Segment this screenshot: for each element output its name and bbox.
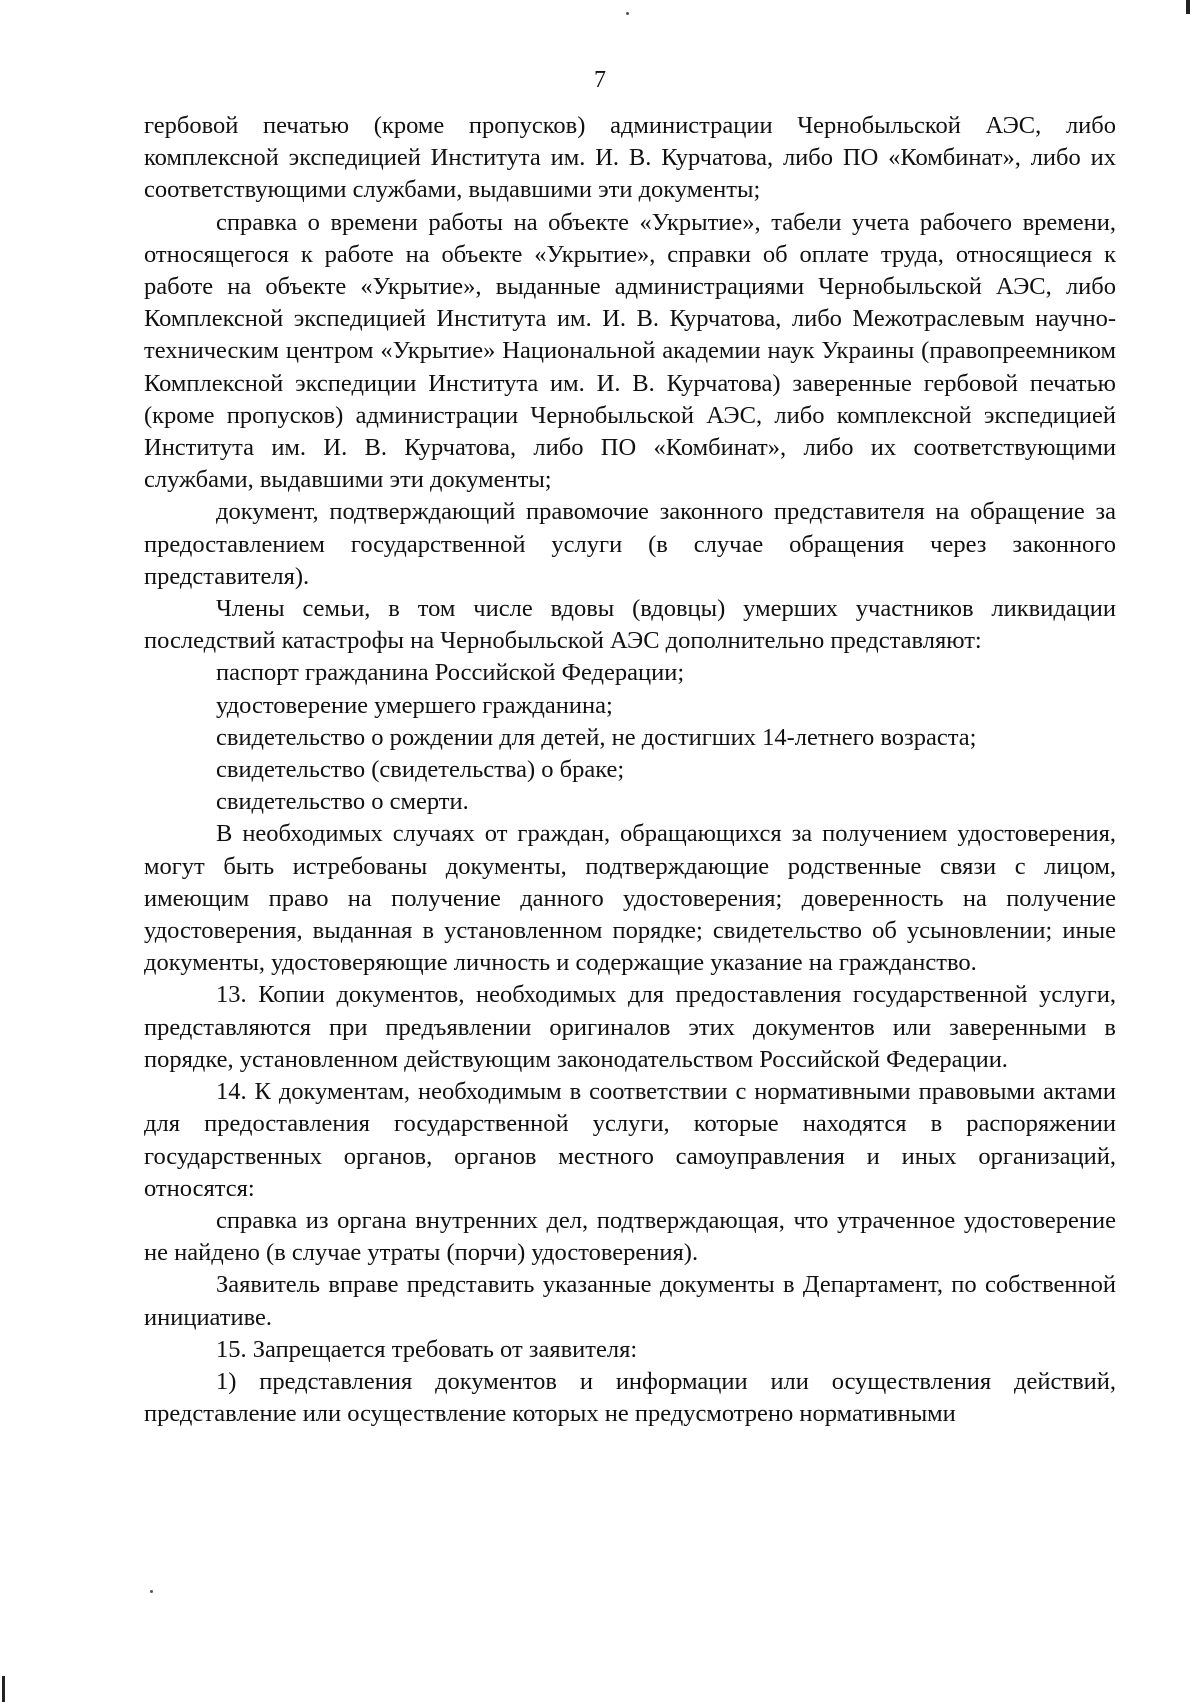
list-item-death-certificate: свидетельство о смерти.: [216, 788, 469, 816]
paragraph-work-certificate: справка о времени работы на объекте «Укрытие», табели учета рабочего времени, относящегося к работе на объекте «Укрытие», справки об оплате труда, относящиеся к работе на объекте «Укрытие», выданные администрациями Чернобыльской АЭС, либо Комплексной экспедицией Института им. И. В. Курчатова, либо Межотраслевым научно-техническим центром «Укрытие» Национальной академии наук Украины (правопреемником Комплексной экспедиции Института им. И. В. Курчатова) заверенные гербовой печатью (кроме пропусков) администрации Чернобыльской АЭС, либо комплексной экспедицией Института им. И. В. Курчатова, либо ПО «Комбинат», либо их соответствующими службами, выдавшими эти документы;: [144, 208, 1116, 494]
paragraph-stamp-continuation: гербовой печатью (кроме пропусков) администрации Чернобыльской АЭС, либо комплексной экспедицией Института им. И. В. Курчатова, либо ПО «Комбинат», либо их соответствующими службами, выдавшими эти документы;: [144, 112, 1116, 204]
list-item-deceased-certificate: удостоверение умершего гражданина;: [216, 691, 613, 719]
scan-dot: [150, 1590, 153, 1593]
paragraph-police-certificate: справка из органа внутренних дел, подтверждающая, что утраченное удостоверение не найдено (в случае утраты (порчи) удостоверения).: [144, 1206, 1116, 1267]
paragraph-family-members: Члены семьи, в том числе вдовы (вдовцы) умерших участников ликвидации последствий катастрофы на Чернобыльской АЭС дополнительно представляют:: [144, 595, 1116, 655]
document-body: [144, 110, 1116, 1430]
paragraph-clause-13: 13. Копии документов, необходимых для предоставления государственной услуги, представляются при предъявлении оригиналов этих документов или заверенными в порядке, установленном действующим законодательством Российской Федерации.: [144, 981, 1116, 1073]
paragraph-applicant-right: Заявитель вправе представить указанные документы в Департамент, по собственной инициативе.: [144, 1271, 1116, 1331]
list-item-birth-certificate: свидетельство о рождении для детей, не достигших 14-летнего возраста;: [216, 723, 977, 751]
scan-edge-mark-top-right: [1186, 0, 1190, 14]
paragraph-clause-15: 15. Запрещается требовать от заявителя:: [216, 1335, 638, 1363]
scan-dot: [626, 12, 629, 15]
paragraph-clause-14: 14. К документам, необходимым в соответствии с нормативными правовыми актами для предоставления государственной услуги, которые находятся в распоряжении государственных органов, органов местного самоуправления и иных организаций, относятся:: [144, 1078, 1116, 1202]
page-number: 7: [594, 67, 606, 93]
paragraph-necessary-cases: В необходимых случаях от граждан, обращающихся за получением удостоверения, могут быть истребованы документы, подтверждающие родственные связи с лицом, имеющим право на получение данного удостоверения; доверенность на получение удостоверения, выданная в установленном порядке; свидетельство об усыновлении; иные документы, удостоверяющие личность и содержащие указание на гражданство.: [144, 820, 1116, 977]
scan-edge-mark-bottom-left: [2, 1676, 5, 1702]
list-item-passport: паспорт гражданина Российской Федерации;: [216, 659, 685, 687]
paragraph-representative-document: документ, подтверждающий правомочие законного представителя на обращение за предоставлением государственной услуги (в случае обращения через законного представителя).: [144, 498, 1116, 590]
list-item-marriage-certificate: свидетельство (свидетельства) о браке;: [216, 756, 625, 784]
paragraph-clause-15-item-1: 1) представления документов и информации или осуществления действий, представление или осуществление которых не предусмотрено нормативными: [144, 1367, 1116, 1428]
